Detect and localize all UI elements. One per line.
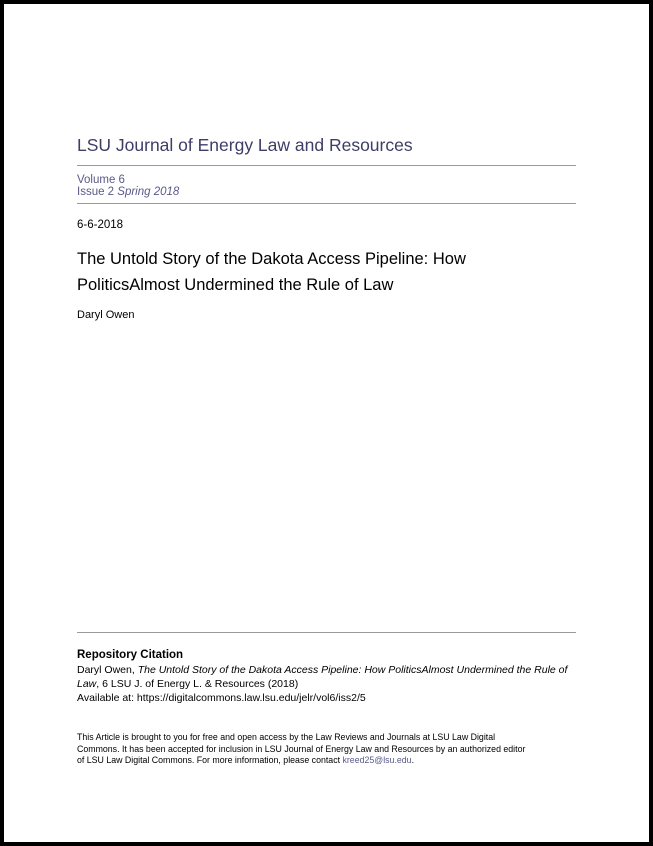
notice-line-3 [77, 755, 576, 767]
citation-heading: Repository Citation [77, 649, 184, 661]
article-title-line-2: PoliticsAlmost Undermined the Rule of Law [77, 276, 394, 294]
article-title [77, 246, 576, 298]
volume-label[interactable]: Volume 6 [77, 174, 125, 186]
divider-bottom [77, 632, 576, 633]
contact-email-link[interactable]: kreed25@lsu.edu [342, 755, 412, 765]
publication-date: 6-6-2018 [77, 219, 124, 231]
journal-title[interactable]: LSU Journal of Energy Law and Resources [77, 135, 413, 155]
divider-top [77, 165, 576, 166]
divider-middle [77, 203, 576, 204]
article-title-line-1: The Untold Story of the Dakota Access Pipeline: How [77, 250, 466, 268]
citation-line-2 [77, 677, 576, 691]
season-label: Spring 2018 [117, 186, 180, 198]
notice-line-2: Commons. It has been accepted for inclusion in LSU Journal of Energy Law and Resources by an authorized editor [77, 743, 526, 754]
issue-label[interactable]: Issue 2 [77, 186, 115, 198]
volume-issue-block [77, 174, 576, 198]
citation-line-1 [77, 663, 576, 677]
citation-author: Daryl Owen, [77, 664, 138, 676]
citation-available-at[interactable]: Available at: https://digitalcommons.law.lsu.edu/jelr/vol6/iss2/5 [77, 692, 366, 704]
open-access-notice [77, 732, 576, 767]
citation-body [77, 663, 576, 705]
notice-line-3-prefix: of LSU Law Digital Commons. For more information, please contact [77, 755, 343, 765]
citation-title-part-1: The Untold Story of the Dakota Access Pipeline: How PoliticsAlmost Undermined the Rule of [137, 664, 568, 676]
citation-journal-ref: , 6 LSU J. of Energy L. & Resources (2018) [96, 678, 299, 690]
notice-line-1: This Article is brought to you for free and open access by the Law Reviews and Journals at LSU Law Digital [77, 732, 496, 742]
notice-line-3-suffix: . [411, 755, 415, 765]
author-name[interactable]: Daryl Owen [77, 309, 135, 321]
citation-title-part-2: Law [77, 678, 97, 690]
issue-line [77, 186, 576, 198]
